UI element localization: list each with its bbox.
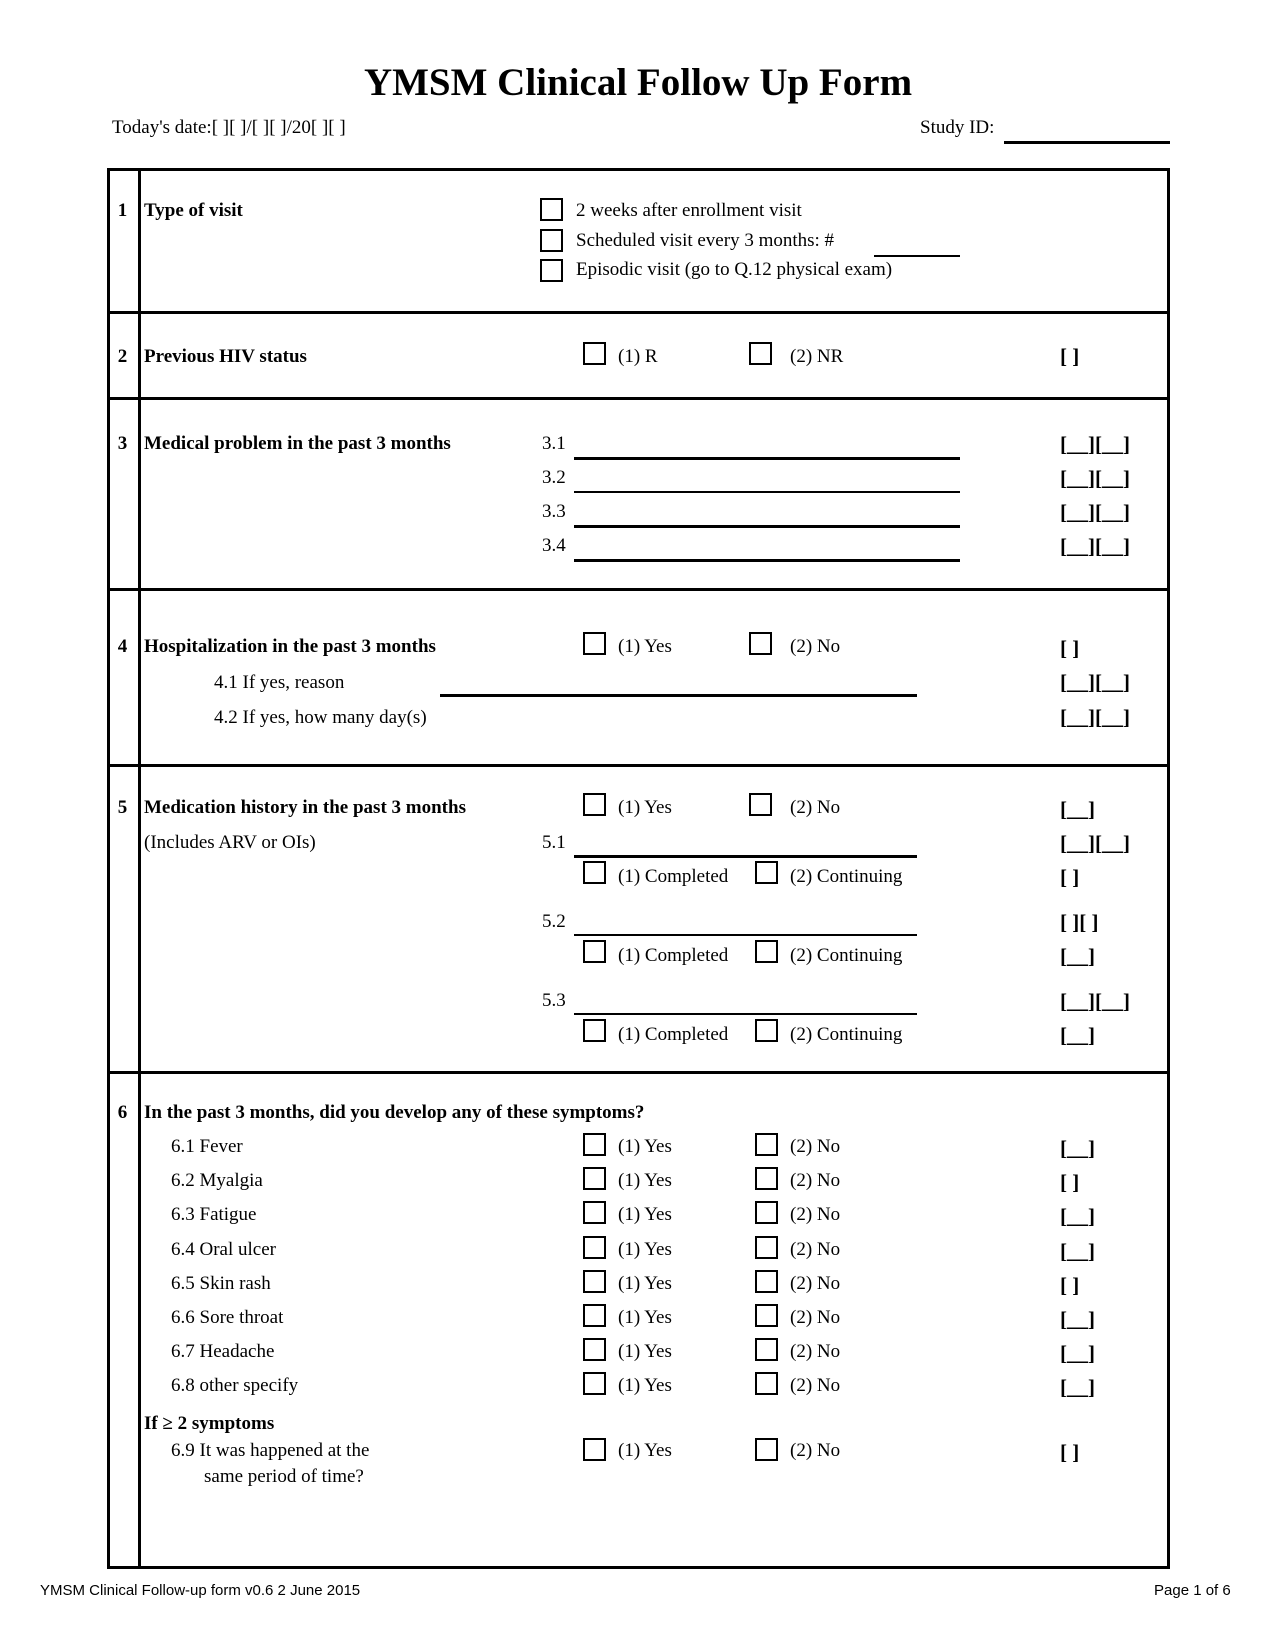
- question-number: 3: [117, 433, 128, 454]
- checkbox-2-weeks[interactable]: [540, 198, 563, 221]
- option-label: (2) Continuing: [790, 1024, 903, 1045]
- option-label: (2) No: [790, 1170, 841, 1191]
- code-box[interactable]: [__]: [1060, 1136, 1095, 1160]
- row-divider: [107, 1071, 1170, 1074]
- checkbox-yes[interactable]: [583, 1338, 606, 1361]
- question-note: (Includes ARV or OIs): [144, 832, 316, 853]
- option-label: Scheduled visit every 3 months: #: [576, 230, 835, 251]
- checkbox-no[interactable]: [755, 1438, 778, 1461]
- checkbox-no[interactable]: [755, 1338, 778, 1361]
- row-divider: [107, 588, 1170, 591]
- item-number: 3.4: [542, 535, 566, 556]
- checkbox-yes[interactable]: [583, 1304, 606, 1327]
- option-label: (1) Yes: [618, 1204, 672, 1225]
- option-label: (1) Yes: [618, 1273, 672, 1294]
- question-number: 4: [117, 636, 128, 657]
- code-box[interactable]: [ ][ ]: [1060, 910, 1099, 934]
- medication-input[interactable]: [574, 934, 917, 936]
- option-label: (1) R: [618, 346, 658, 367]
- study-id-label: Study ID:: [920, 117, 995, 138]
- code-box[interactable]: [ ]: [1060, 1440, 1080, 1464]
- item-number: 5.2: [542, 911, 566, 932]
- code-box[interactable]: [ ]: [1060, 1170, 1080, 1194]
- checkbox-continuing[interactable]: [755, 940, 778, 963]
- option-label: (2) NR: [790, 346, 844, 367]
- option-label: (1) Completed: [618, 945, 729, 966]
- medical-problem-input[interactable]: [574, 457, 960, 460]
- item-number: 3.2: [542, 467, 566, 488]
- code-box[interactable]: [__]: [1060, 1341, 1095, 1365]
- option-label: (1) Completed: [618, 1024, 729, 1045]
- option-label: (2) No: [790, 1204, 841, 1225]
- code-box[interactable]: [__]: [1060, 797, 1095, 821]
- checkbox-no[interactable]: [755, 1304, 778, 1327]
- page-number: Page 1 of 6: [1154, 1582, 1231, 1599]
- code-box[interactable]: [ ]: [1060, 636, 1080, 660]
- code-box[interactable]: [__][__]: [1060, 466, 1130, 490]
- question-label: Medical problem in the past 3 months: [144, 433, 451, 454]
- item-number: 5.1: [542, 832, 566, 853]
- option-label: (2) No: [790, 636, 841, 657]
- checkbox-r[interactable]: [583, 342, 606, 365]
- checkbox-no[interactable]: [749, 793, 772, 816]
- code-box[interactable]: [__][__]: [1060, 989, 1130, 1013]
- sub-question-label: 4.1 If yes, reason: [214, 672, 345, 693]
- code-box[interactable]: [__][__]: [1060, 432, 1130, 456]
- question-number: 1: [117, 200, 128, 221]
- checkbox-completed[interactable]: [583, 1019, 606, 1042]
- checkbox-continuing[interactable]: [755, 861, 778, 884]
- option-label: (2) No: [790, 1239, 841, 1260]
- code-box[interactable]: [__][__]: [1060, 705, 1130, 729]
- code-box[interactable]: [__][__]: [1060, 670, 1130, 694]
- question-label: In the past 3 months, did you develop any of these symptoms?: [144, 1102, 645, 1123]
- checkbox-yes[interactable]: [583, 1201, 606, 1224]
- option-label: (2) No: [790, 1307, 841, 1328]
- medical-problem-input[interactable]: [574, 491, 960, 493]
- option-label: (1) Yes: [618, 1375, 672, 1396]
- checkbox-yes[interactable]: [583, 1133, 606, 1156]
- option-label: (2) Continuing: [790, 945, 903, 966]
- checkbox-no[interactable]: [755, 1133, 778, 1156]
- question-label: Medication history in the past 3 months: [144, 797, 466, 818]
- item-number: 3.1: [542, 433, 566, 454]
- option-label: (2) No: [790, 1136, 841, 1157]
- question-number: 6: [117, 1102, 128, 1123]
- checkbox-no[interactable]: [749, 632, 772, 655]
- sub-question-label: same period of time?: [204, 1466, 364, 1487]
- checkbox-yes[interactable]: [583, 1372, 606, 1395]
- option-label: (1) Yes: [618, 1136, 672, 1157]
- symptom-label: 6.4 Oral ulcer: [171, 1239, 276, 1260]
- option-label: (1) Yes: [618, 1307, 672, 1328]
- number-column-divider: [138, 168, 141, 1566]
- row-divider: [107, 397, 1170, 400]
- question-number: 2: [117, 346, 128, 367]
- hospitalization-reason-input[interactable]: [440, 694, 917, 697]
- option-label: (2) No: [790, 1341, 841, 1362]
- question-label: Hospitalization in the past 3 months: [144, 636, 436, 657]
- row-divider: [107, 311, 1170, 314]
- option-label: (2) No: [790, 797, 841, 818]
- question-label: Previous HIV status: [144, 346, 307, 367]
- option-label: 2 weeks after enrollment visit: [576, 200, 802, 221]
- item-number: 3.3: [542, 501, 566, 522]
- checkbox-yes[interactable]: [583, 1236, 606, 1259]
- code-box[interactable]: [ ]: [1060, 865, 1080, 889]
- option-label: (2) Continuing: [790, 866, 903, 887]
- option-label: Episodic visit (go to Q.12 physical exam): [576, 259, 893, 280]
- study-id-input[interactable]: [1004, 141, 1170, 144]
- sub-question-label: 6.9 It was happened at the: [171, 1440, 370, 1461]
- checkbox-no[interactable]: [755, 1236, 778, 1259]
- checkbox-no[interactable]: [755, 1270, 778, 1293]
- option-label: (1) Yes: [618, 636, 672, 657]
- medication-input[interactable]: [574, 1013, 917, 1015]
- checkbox-yes[interactable]: [583, 1167, 606, 1190]
- sub-question-label: 4.2 If yes, how many day(s): [214, 707, 427, 728]
- code-box[interactable]: [__]: [1060, 1307, 1095, 1331]
- option-label: (2) No: [790, 1273, 841, 1294]
- option-label: (1) Yes: [618, 1341, 672, 1362]
- option-label: (1) Yes: [618, 1239, 672, 1260]
- code-box[interactable]: [__]: [1060, 1023, 1095, 1047]
- code-box[interactable]: [__]: [1060, 1239, 1095, 1263]
- option-label: (1) Completed: [618, 866, 729, 887]
- checkbox-nr[interactable]: [749, 342, 772, 365]
- checkbox-continuing[interactable]: [755, 1019, 778, 1042]
- checkbox-episodic-visit[interactable]: [540, 259, 563, 282]
- code-box[interactable]: [__]: [1060, 944, 1095, 968]
- medical-problem-input[interactable]: [574, 559, 960, 562]
- condition-label: If ≥ 2 symptoms: [144, 1413, 275, 1434]
- checkbox-yes[interactable]: [583, 1438, 606, 1461]
- medical-problem-input[interactable]: [574, 525, 960, 528]
- symptom-label: 6.3 Fatigue: [171, 1204, 257, 1225]
- form-title: YMSM Clinical Follow Up Form: [363, 61, 913, 104]
- option-label: (1) Yes: [618, 1440, 672, 1461]
- symptom-label: 6.5 Skin rash: [171, 1273, 271, 1294]
- checkbox-no[interactable]: [755, 1201, 778, 1224]
- checkbox-yes[interactable]: [583, 1270, 606, 1293]
- code-box[interactable]: [ ]: [1060, 1273, 1080, 1297]
- code-box[interactable]: [ ]: [1060, 344, 1080, 368]
- footer-version: YMSM Clinical Follow-up form v0.6 2 June 2015: [40, 1582, 361, 1599]
- checkbox-completed[interactable]: [583, 940, 606, 963]
- symptom-label: 6.1 Fever: [171, 1136, 243, 1157]
- option-label: (1) Yes: [618, 1170, 672, 1191]
- checkbox-scheduled-visit[interactable]: [540, 229, 563, 252]
- symptom-label: 6.8 other specify: [171, 1375, 299, 1396]
- symptom-label: 6.6 Sore throat: [171, 1307, 284, 1328]
- item-number: 5.3: [542, 990, 566, 1011]
- code-box[interactable]: [__]: [1060, 1204, 1095, 1228]
- question-number: 5: [117, 797, 128, 818]
- code-box[interactable]: [__][__]: [1060, 831, 1130, 855]
- medication-input[interactable]: [574, 855, 917, 858]
- code-box[interactable]: [__][__]: [1060, 534, 1130, 558]
- code-box[interactable]: [__][__]: [1060, 500, 1130, 524]
- row-divider: [107, 764, 1170, 767]
- question-label: Type of visit: [144, 200, 243, 221]
- option-label: (1) Yes: [618, 797, 672, 818]
- checkbox-yes[interactable]: [583, 793, 606, 816]
- visit-number-input[interactable]: [874, 255, 960, 257]
- todays-date-field[interactable]: Today's date:[ ][ ]/[ ][ ]/20[ ][ ]: [112, 117, 346, 138]
- symptom-label: 6.7 Headache: [171, 1341, 275, 1362]
- code-box[interactable]: [__]: [1060, 1375, 1095, 1399]
- option-label: (2) No: [790, 1375, 841, 1396]
- symptom-label: 6.2 Myalgia: [171, 1170, 263, 1191]
- checkbox-no[interactable]: [755, 1372, 778, 1395]
- checkbox-completed[interactable]: [583, 861, 606, 884]
- option-label: (2) No: [790, 1440, 841, 1461]
- checkbox-no[interactable]: [755, 1167, 778, 1190]
- checkbox-yes[interactable]: [583, 632, 606, 655]
